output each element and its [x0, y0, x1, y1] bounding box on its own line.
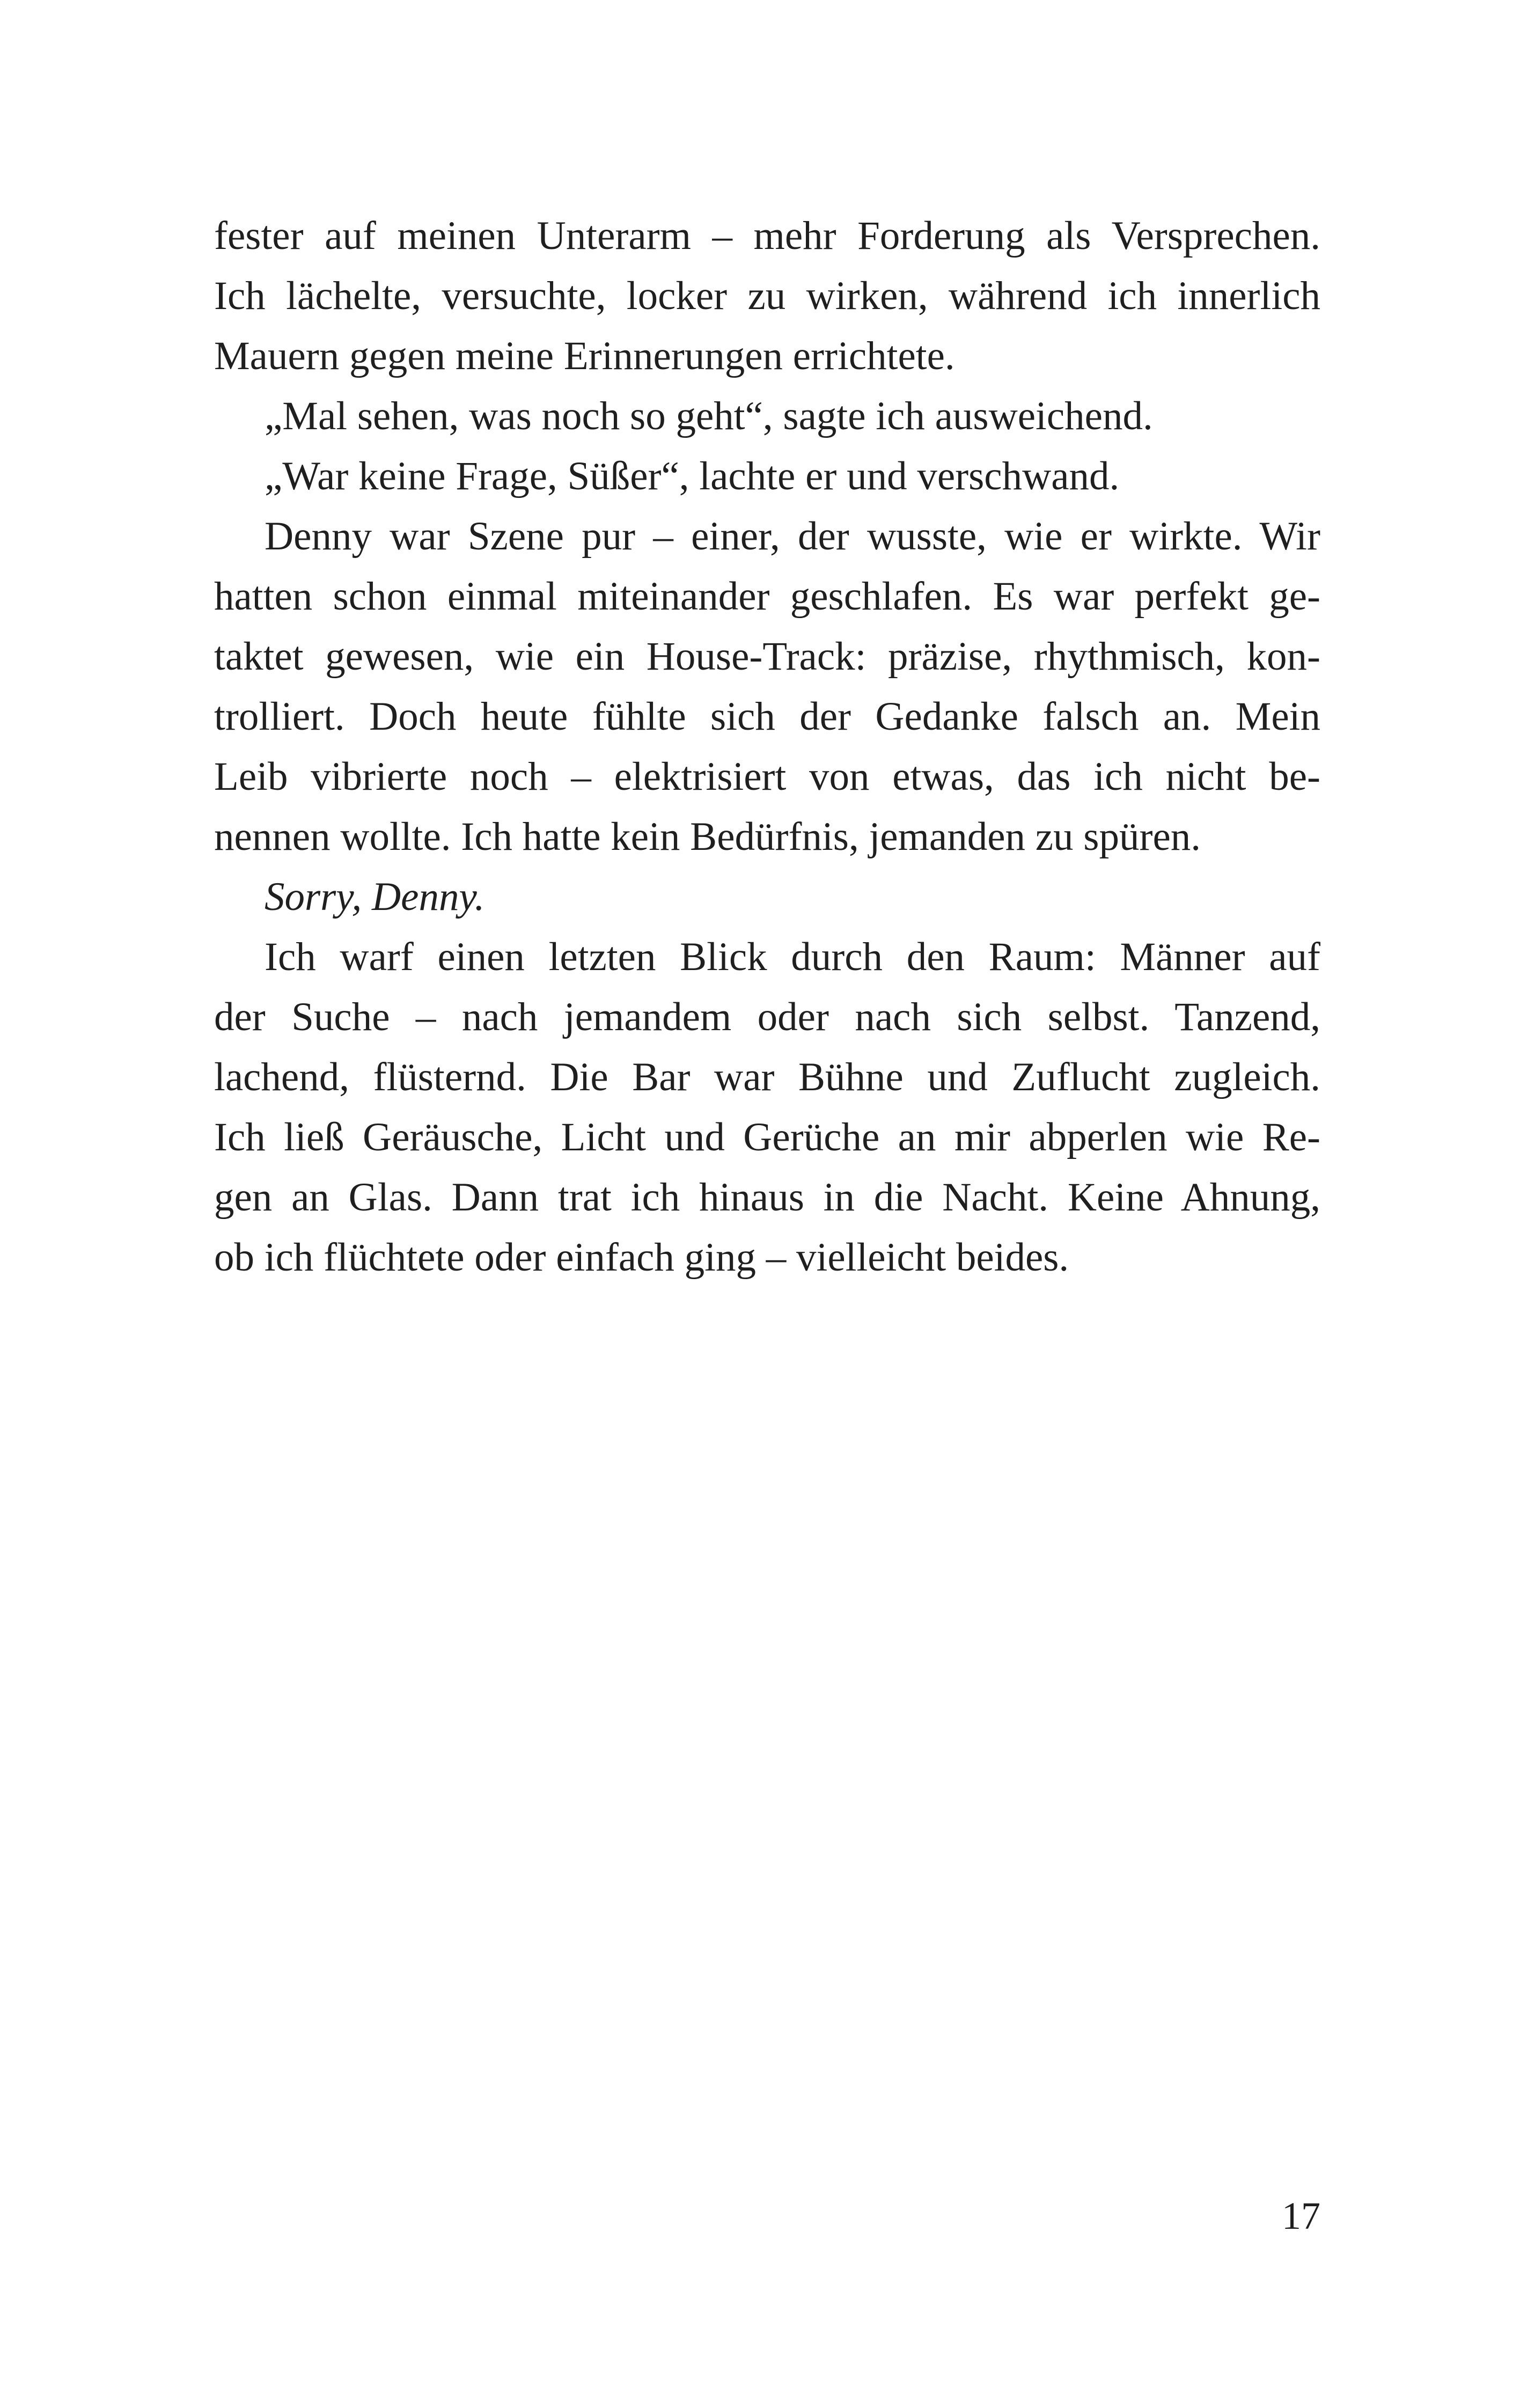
- body-text: [214, 206, 1320, 1288]
- text-line: gen an Glas. Dann trat ich hinaus in die Nacht. Keine Ahnung,: [214, 1175, 1320, 1220]
- dialogue-line: „War keine Frage, Süßer“, lachte er und verschwand.: [265, 454, 1120, 498]
- text-line: ob ich flüchtete oder einfach ging – vielleicht beides.: [214, 1235, 1069, 1280]
- text-line: Leib vibrierte noch – elektrisiert von etwas, das ich nicht be-: [214, 754, 1320, 799]
- text-line: Ich warf einen letzten Blick durch den Raum: Männer auf: [265, 935, 1320, 979]
- text-line: hatten schon einmal miteinander geschlafen. Es war perfekt ge-: [214, 574, 1320, 619]
- dialogue-line: „Mal sehen, was noch so geht“, sagte ich ausweichend.: [265, 394, 1153, 438]
- text-line: Ich ließ Geräusche, Licht und Gerüche an mir abperlen wie Re-: [214, 1115, 1320, 1159]
- italic-thought: Sorry, Denny.: [265, 875, 485, 919]
- text-line: lachend, flüsternd. Die Bar war Bühne und Zuflucht zugleich.: [214, 1055, 1320, 1099]
- text-line: fester auf meinen Unterarm – mehr Forderung als Versprechen.: [214, 214, 1320, 258]
- text-line: taktet gewesen, wie ein House-Track: präzise, rhythmisch, kon-: [214, 634, 1320, 679]
- text-line: Mauern gegen meine Erinnerungen errichtete.: [214, 334, 955, 378]
- page-number: 17: [1282, 2194, 1320, 2237]
- text-line: der Suche – nach jemandem oder nach sich selbst. Tanzend,: [214, 995, 1320, 1039]
- text-line: nennen wollte. Ich hatte kein Bedürfnis, jemanden zu spüren.: [214, 814, 1201, 859]
- text-line: Denny war Szene pur – einer, der wusste, wie er wirkte. Wir: [265, 514, 1320, 559]
- text-line: trolliert. Doch heute fühlte sich der Gedanke falsch an. Mein: [214, 694, 1320, 739]
- text-line: Ich lächelte, versuchte, locker zu wirken, während ich innerlich: [214, 274, 1320, 318]
